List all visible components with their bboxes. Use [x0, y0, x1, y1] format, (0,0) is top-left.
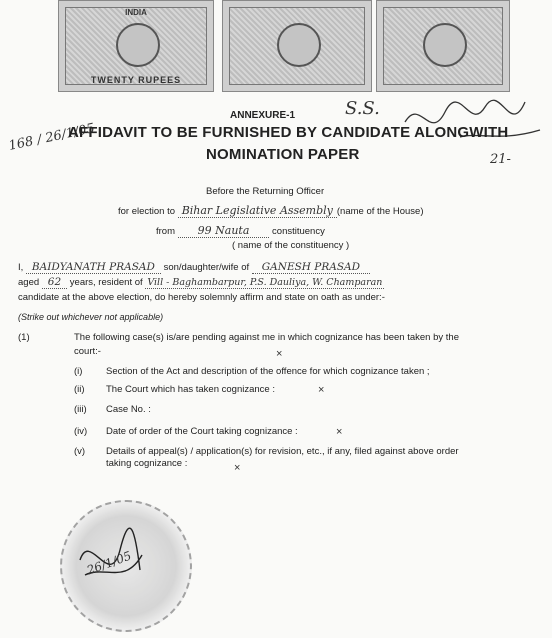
affidavit-title-line2: NOMINATION PAPER [206, 146, 360, 163]
cross-mark: × [276, 348, 283, 360]
from-suffix: constituency [272, 226, 325, 237]
item1-number: (1) [18, 332, 30, 343]
margin-signature-right: S.S. [345, 98, 380, 119]
election-line [118, 204, 424, 218]
relation-text: son/daughter/wife of [163, 262, 250, 273]
affidavit-title-line1: AFFIDAVIT TO BE FURNISHED BY CANDIDATE ALONGWITH [68, 124, 509, 141]
revenue-stamp-1 [58, 0, 214, 92]
sub-item-text: The Court which has taken cognizance : [106, 384, 275, 395]
stamp-emblem-icon [423, 23, 467, 67]
sub-item-text-cont: taking cognizance : [106, 458, 188, 469]
i-prefix: I, [18, 262, 24, 273]
sub-item-text: Date of order of the Court taking cognizance : [106, 426, 298, 437]
declaration-line2 [18, 276, 384, 289]
sub-item-number: (iii) [74, 404, 87, 415]
declaration-line1 [18, 261, 370, 274]
stamp-emblem-icon [116, 23, 160, 67]
cross-mark: × [318, 384, 325, 396]
candidate-name: BAIDYANATH PRASAD [26, 261, 161, 274]
candidate-age: 62 [42, 276, 67, 289]
from-prefix: from [156, 226, 175, 237]
strike-note: (Strike out whichever not applicable) [18, 312, 164, 322]
seal-date: 26/1/05 [85, 548, 134, 578]
candidate-address: Vill - Baghambarpur, P.S. Dauliya, W. Champaran [147, 277, 383, 288]
sub-item-number: (iv) [74, 426, 88, 437]
from-line [156, 224, 325, 238]
sub-item-text: Case No. : [106, 404, 151, 415]
item1-text-a: The following case(s) is/are pending against me in which cognizance has been taken by the [74, 332, 459, 343]
sub-item-text: Details of appeal(s) / application(s) for revision, etc., if any, filed against above order [106, 446, 459, 457]
stamp-emblem-icon [277, 23, 321, 67]
sub-item-number: (v) [74, 446, 86, 457]
election-prefix: for election to [118, 206, 176, 217]
sub-item-text: Section of the Act and description of the offence for which cognizance taken ; [106, 366, 430, 377]
cross-mark: × [336, 426, 343, 438]
revenue-stamp-2 [222, 0, 372, 92]
resident-text: years, resident of [69, 277, 143, 288]
margin-note-left: 168 / 26/1/05 [7, 121, 97, 154]
constituency-note: ( name of the constituency ) [232, 240, 350, 251]
stamp-value-label: TWENTY RUPEES [90, 75, 182, 85]
margin-note-right: 21- [490, 152, 511, 167]
aged-prefix: aged [18, 277, 40, 288]
revenue-stamp-3 [376, 0, 510, 92]
house-name-value: Bihar Legislative Assembly [178, 204, 337, 218]
constituency-value: 99 Nauta [178, 224, 270, 238]
before-officer: Before the Returning Officer [206, 186, 325, 197]
declaration-line3: candidate at the above election, do hereby solemnly affirm and state on oath as under:- [18, 292, 385, 303]
father-name: GANESH PRASAD [252, 261, 370, 274]
sub-item-number: (i) [74, 366, 83, 377]
cross-mark: × [234, 462, 241, 474]
item1-text-b: court:- [74, 346, 101, 357]
annexure-label: ANNEXURE-1 [230, 110, 296, 121]
election-suffix: (name of the House) [336, 206, 424, 217]
officer-signature-scribble [400, 92, 550, 152]
sub-item-number: (ii) [74, 384, 85, 395]
stamp-top-text: INDIA [125, 8, 147, 17]
